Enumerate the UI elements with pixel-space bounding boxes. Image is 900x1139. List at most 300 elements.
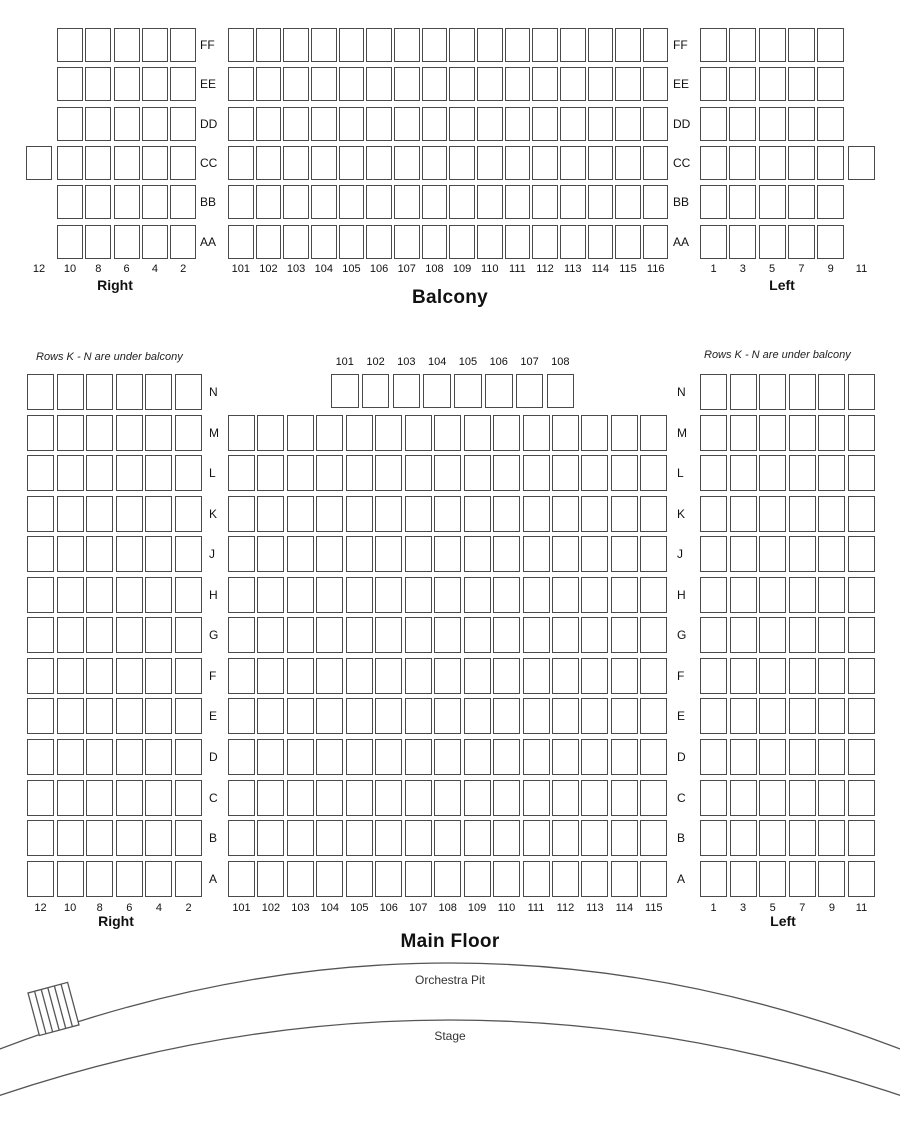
seat-number-label: 4 [155,902,162,914]
seat [730,739,757,775]
seat [789,496,816,532]
seat [560,67,586,101]
seat [818,861,845,897]
seat [257,820,284,856]
seat [422,28,448,62]
seat [464,698,491,734]
seat-number-label: 2 [185,902,192,914]
seat [316,536,343,572]
seat [532,146,558,180]
seat [175,820,202,856]
seat [817,28,844,62]
seat [493,658,520,694]
seat [393,374,421,408]
seat [818,820,845,856]
row-label: J [677,547,683,562]
seat [730,658,757,694]
seat [449,146,475,180]
seat [818,780,845,816]
seat [287,536,314,572]
seat-number-label: 105 [458,356,478,368]
seat [311,146,337,180]
seat [145,536,172,572]
seat [581,739,608,775]
row-label: G [677,628,687,643]
row-label: B [209,831,218,846]
seat [85,107,111,141]
row-label: N [677,385,686,399]
seat [552,780,579,816]
seat [375,536,402,572]
seat [700,739,727,775]
seat [86,861,113,897]
seat [464,780,491,816]
seat [27,861,54,897]
seat [817,67,844,101]
seat [730,415,757,451]
seat [116,374,143,410]
seat [640,536,667,572]
seat [700,374,727,410]
seat [175,415,202,451]
seat [287,577,314,613]
seat [287,496,314,532]
row-label: CC [200,155,218,170]
seat [730,536,757,572]
seat [700,67,727,101]
seat [346,658,373,694]
seat-number-label: 106 [379,902,398,914]
seat [477,28,503,62]
seat [789,536,816,572]
seat [86,536,113,572]
seat [316,820,343,856]
seat [434,536,461,572]
seat [175,577,202,613]
seat [142,146,168,180]
seat [560,146,586,180]
seat [759,658,786,694]
row-label: CC [673,155,691,170]
seat [311,28,337,62]
seat [228,536,255,572]
seat-number-label: 12 [34,902,47,914]
seat [257,739,284,775]
seat [116,780,143,816]
seat [116,698,143,734]
seat [142,107,168,141]
seat [57,698,84,734]
seat [434,415,461,451]
seat [86,780,113,816]
seat [228,820,255,856]
seat [311,225,337,259]
seat [86,698,113,734]
seat [700,185,727,219]
seat [339,225,365,259]
seat [316,658,343,694]
seat [581,698,608,734]
seat [287,861,314,897]
seat [27,577,54,613]
seat-number-label: 103 [291,902,310,914]
seat-number-label: 102 [261,902,281,914]
seat [640,577,667,613]
seat [405,617,432,653]
seat [523,780,550,816]
seat-number-label: 101 [231,263,250,275]
seat [449,185,475,219]
seat [552,820,579,856]
seat [422,225,448,259]
seat [405,455,432,491]
seat [366,28,392,62]
seat [817,225,844,259]
seat [788,28,815,62]
seat [789,617,816,653]
row-label: A [677,871,686,886]
seat [759,415,786,451]
seat [175,617,202,653]
seat [640,820,667,856]
seat [339,107,365,141]
seat [405,415,432,451]
seat [27,698,54,734]
seat [86,739,113,775]
seat [394,107,420,141]
seat [86,617,113,653]
seat [611,617,638,653]
seat-number-label: 1 [710,263,717,275]
seat [477,185,503,219]
seat [362,374,390,408]
seat-number-label: 1 [710,902,717,914]
seat [145,739,172,775]
row-label: M [209,425,219,440]
seat [729,225,756,259]
seat-number-label: 104 [314,263,333,275]
seat [818,415,845,451]
seat [759,617,786,653]
seat [789,698,816,734]
seat [256,107,282,141]
row-label: B [677,831,686,846]
seat [116,739,143,775]
seat [532,185,558,219]
seat [817,185,844,219]
seat [405,861,432,897]
seat [493,536,520,572]
seat [114,146,140,180]
seat [57,455,84,491]
seat [257,455,284,491]
seat [464,861,491,897]
seat [175,780,202,816]
seat [256,28,282,62]
seat [175,861,202,897]
seat [759,67,786,101]
seat-number-label: 9 [827,263,834,275]
seat [339,185,365,219]
seat [464,415,491,451]
seat [729,146,756,180]
seat [493,739,520,775]
seat [394,146,420,180]
row-label: C [677,790,686,805]
seat [57,374,84,410]
seat [477,225,503,259]
seat [523,739,550,775]
seat [346,739,373,775]
seat [283,225,309,259]
seat [615,107,641,141]
seat-number-label: 107 [397,263,416,275]
seat [848,861,875,897]
seat [485,374,513,408]
seat [817,146,844,180]
seat [228,225,254,259]
seat [283,185,309,219]
seat [228,28,254,62]
seat [552,415,579,451]
seat [57,658,84,694]
seat [375,739,402,775]
seat [615,67,641,101]
seat [493,698,520,734]
balcony-title: Balcony [411,287,488,308]
seat [464,617,491,653]
seat [145,455,172,491]
seat [643,107,669,141]
seat [86,577,113,613]
seat [643,185,669,219]
seat [257,536,284,572]
seat [588,28,614,62]
row-label: D [677,749,686,764]
seat [523,617,550,653]
seat [375,415,402,451]
seat [283,67,309,101]
seat [788,67,815,101]
seat [615,185,641,219]
seat [346,496,373,532]
seat [346,780,373,816]
seat [394,67,420,101]
seat [552,617,579,653]
seat [366,185,392,219]
stairs-icon [28,982,79,1035]
seat [316,496,343,532]
seat [759,107,786,141]
seat [85,185,111,219]
stage-label: Stage [434,1029,466,1043]
seat [228,107,254,141]
seat [316,861,343,897]
seat [27,658,54,694]
seat-number-label: 110 [480,263,499,275]
seat [346,577,373,613]
row-label: L [209,466,216,481]
seat [477,107,503,141]
seat [523,415,550,451]
seat [346,455,373,491]
seat [464,739,491,775]
seat [581,658,608,694]
seat [375,496,402,532]
seat [116,577,143,613]
seat [789,374,816,410]
seat-number-label: 102 [259,263,278,275]
seat [57,225,83,259]
seat [505,28,531,62]
seat [256,225,282,259]
seat [27,780,54,816]
seat [611,780,638,816]
seat-number-label: 5 [769,263,776,275]
seat [423,374,451,408]
seat [848,658,875,694]
seat [331,374,359,408]
seat [405,820,432,856]
seat [493,455,520,491]
seat [643,225,669,259]
seat-number-label: 108 [438,902,457,914]
row-label: K [209,506,218,521]
seat [375,698,402,734]
seat [588,185,614,219]
seat [228,617,255,653]
seat [848,780,875,816]
seat [257,617,284,653]
seat [788,185,815,219]
row-label: AA [673,234,690,249]
seat [552,658,579,694]
seat [434,658,461,694]
seat [643,67,669,101]
seat [449,107,475,141]
seat [464,496,491,532]
seat [228,577,255,613]
seat [523,658,550,694]
seat [640,617,667,653]
seat [57,577,84,613]
seat [114,28,140,62]
row-label: E [209,709,218,724]
seat [116,617,143,653]
seat [375,820,402,856]
seat [283,28,309,62]
seat [449,225,475,259]
seat [228,861,255,897]
main-floor-left-section-label: Left [770,913,796,929]
seat [818,617,845,653]
row-label: DD [673,116,691,131]
seat [434,820,461,856]
row-label: AA [200,234,217,249]
seat [346,415,373,451]
seat-number-label: 107 [409,902,428,914]
seat [86,658,113,694]
seat [405,698,432,734]
seat [818,496,845,532]
seat-number-label: 6 [126,902,133,914]
seat [27,820,54,856]
seat [405,780,432,816]
balcony-left-section-label: Left [769,277,795,293]
seat [422,107,448,141]
seat [523,536,550,572]
row-label: DD [200,116,218,131]
seat [523,861,550,897]
seat [27,455,54,491]
seat [175,374,202,410]
seat [86,415,113,451]
row-label: H [209,587,218,602]
seat [759,28,786,62]
seat-number-label: 7 [799,902,806,914]
seat [729,185,756,219]
seat [257,415,284,451]
seat-number-label: 106 [369,263,389,275]
seat [588,67,614,101]
seat [375,658,402,694]
seat [729,107,756,141]
seat [848,577,875,613]
seat [611,698,638,734]
seat [547,374,575,408]
seat [116,820,143,856]
seat-number-label: 10 [63,263,77,275]
seat [228,780,255,816]
seat [611,577,638,613]
seat [789,780,816,816]
stage-area [0,940,900,1139]
seat [57,739,84,775]
seat [581,536,608,572]
seat-number-label: 112 [556,902,575,914]
seat [464,658,491,694]
row-label: C [209,790,218,805]
seat [581,861,608,897]
seat [730,374,757,410]
seat [848,698,875,734]
seat [346,536,373,572]
seat [145,780,172,816]
seat [560,107,586,141]
seat [175,658,202,694]
seat [848,415,875,451]
seat-number-label: 109 [467,902,487,914]
seat [287,658,314,694]
seat-number-label: 112 [536,263,554,275]
seat [228,185,254,219]
seat [422,185,448,219]
seat [257,780,284,816]
seat-number-label: 108 [425,263,444,275]
seat [552,455,579,491]
seat [464,577,491,613]
seat [493,577,520,613]
seat [700,28,727,62]
seat [818,739,845,775]
seat [142,185,168,219]
seat [818,374,845,410]
seat [615,146,641,180]
seat-number-label: 107 [520,356,539,368]
seat [700,455,727,491]
seat [788,225,815,259]
seat [145,861,172,897]
